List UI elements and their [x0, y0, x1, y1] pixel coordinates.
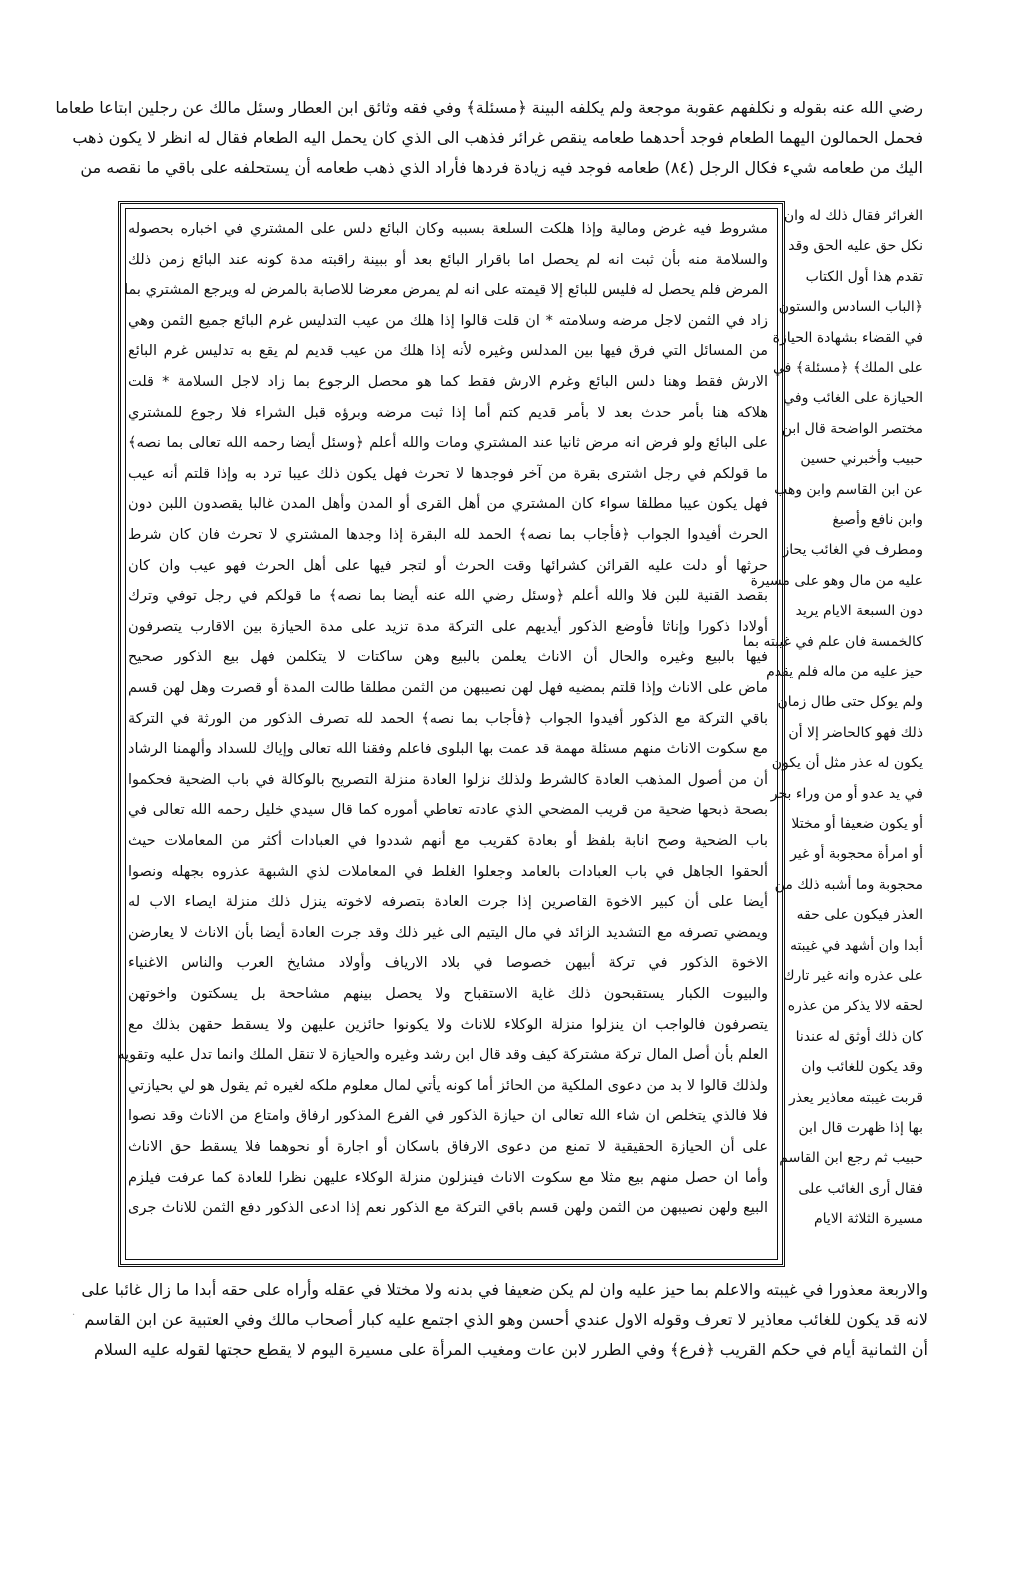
margin-text-line: حيز عليه من ماله فلم يقدم [766, 664, 923, 680]
margin-text-line: على عذره وانه غير تارك [782, 968, 923, 984]
commentary-text-line: ماض على الاناث وإذا قلتم بمضيه فهل لهن نصيبهن من الثمن مطلقا طالت المدة أو قصرت وهل لهن قسم [128, 680, 768, 696]
margin-text-line: تقدم هذا أول الكتاب [805, 268, 923, 285]
margin-text-line: أبدا وان أشهد في غيبته [789, 937, 923, 954]
scan-speck: · [72, 1310, 76, 1321]
margin-text-line: دون السبعة الايام يريد [795, 603, 923, 620]
top-text-line: اليك من طعامه شيء فكال الرجل (٨٤) طعامه فوجد فيه زيادة فردها فأراد الذي ذهب طعامه أن يستحلفه على باقي ما نقصه من [80, 158, 923, 177]
margin-text-line: على الملك﴾ ﴿مسئلة﴾ في [772, 360, 923, 376]
bottom-text-line: والاربعة معذورا في غيبته والاعلم بما حيز عليه وان لم يكن ضعيفا في بدنه ولا مختلا في عقله وأراه على حقه أبدا ما زال غائبا على [81, 1280, 928, 1299]
commentary-text-line: بقصد القنية للبن فلا والله أعلم ﴿وسئل رضي الله عنه أيضا بما نصه﴾ ما قولكم في رجل توفي وترك [128, 588, 768, 605]
margin-text-line: أو يكون ضعيفا أو مختلا [791, 816, 923, 832]
commentary-text-line: مشروط فيه غرض ومالية وإذا هلكت السلعة بسببه وكان البائع دلس على المشتري في اخباره بحصوله [128, 221, 768, 237]
commentary-text-line: ولذلك قالوا لا بد من دعوى الملكية من الحائز أما كونه يأتي لمال معلوم ملكه لغيره ثم يقول هو لي بحيازتي [128, 1077, 768, 1094]
commentary-text-line: البيع ولهن نصيبهن من الثمن ولهن قسم باقي التركة مع الذكور نعم إذا ادعى الذكور دفع الثمن للاناث جرى [128, 1200, 768, 1217]
margin-text-line: بها إذا ظهرت قال ابن [798, 1120, 923, 1136]
commentary-text-line: يتصرفون فالواجب ان ينزلوا منزلة الوكلاء للاناث ولا يكونوا حائزين عليهن ولا يسقط حقهن بذلك مع [128, 1016, 768, 1033]
margin-text-line: يكون له عذر مثل أن يكون [771, 755, 923, 772]
commentary-text-line: على أن الحيازة الحقيقية لا تمنع من دعوى الارفاق باسكان أو اجارة أو نحوهما فلا يسقط حق الاناث [128, 1139, 768, 1155]
commentary-text-line: ما قولكم في رجل اشترى بقرة من آخر فوجدها لا تحرث فهل يكون ذلك عيبا ترد به وإذا قلتم أنه عيب [128, 465, 768, 482]
commentary-text-line: من المسائل التي فرق فيها بين المدلس وغيره لأنه إذا هلك من عيب قديم لم يقع به تدليس غرم البائع [128, 343, 768, 360]
margin-text-line: مسيرة الثلاثة الايام [813, 1211, 923, 1228]
margin-text-line: وقد يكون للغائب وان [801, 1059, 923, 1076]
commentary-text-line: الحرث أفيدوا الجواب ﴿فأجاب بما نصه﴾ الحمد لله البقرة إذا وجدها المشتري لا تحرث فان كان شرط [128, 527, 768, 543]
margin-text-line: فقال أرى الغائب على [798, 1180, 923, 1197]
commentary-text-line: هلاكه هنا بأمر حدث بعد لا بأمر قديم كتم أما إذا ثبت مرضه وبرؤه قبل الشراء فلا رجوع للمشتري [128, 404, 768, 421]
commentary-text-line: الاخوة الذكور في تركة أبيهن خصوصا في بلاد الارياف وأولاد مشايخ العرب والناس الاغنياء [128, 955, 768, 972]
margin-text-line: محجوبة وما أشبه ذلك من [774, 876, 923, 893]
margin-text-line: الغرائر فقال ذلك له وان [783, 208, 923, 224]
margin-text-line: عن ابن القاسم وابن وهب [774, 481, 923, 498]
margin-text-line: وابن نافع وأصبغ [832, 512, 923, 528]
margin-text-line: نكل حق عليه الحق وقد [788, 238, 923, 255]
commentary-text-line: باب الضحية وصح انابة بلفظ أو بعادة كقريب مع أنهم شددوا في العبادات أكثر من المعاملات حيث [128, 833, 768, 849]
margin-text-line: مختصر الواضحة قال ابن [781, 420, 923, 437]
margin-text-line: ﴿الباب السادس والستون [778, 299, 923, 316]
margin-text-line: قربت غيبته معاذير يعذر [788, 1089, 923, 1106]
bottom-text-line: لانه قد يكون للغائب معاذير لا تعرف وقوله الاول عندي أحسن وهو الذي اجتمع عليه كبار أصحاب مالك وفي العتبية عن ابن القاسم [84, 1310, 928, 1329]
commentary-text-line: مع سكوت الاناث منهم مسئلة مهمة قد عمت بها البلوى فاعلم وفقنا الله تعالى وإياك للسداد وألهمنا الرشاد [128, 741, 768, 758]
commentary-text-line: أن من أصول المذهب العادة كالشرط ولذلك نزلوا العادة منزلة التصريح بالوكالة في باب الضحية فحكموا [128, 771, 768, 788]
margin-text-line: أو امرأة محجوبة أو غير [790, 846, 923, 863]
commentary-text-line: فيها بالبيع وغيره والحال أن الاناث يعلمن بالبيع وهن ساكتات لا يتكلمن فهل بيع الذكور صحيح [128, 649, 768, 666]
margin-text-line: حبيب ثم رجع ابن القاسم [779, 1150, 923, 1167]
commentary-text-line: الارش فقط وهنا دلس البائع وغرم الارش فقط كما هو محصل الرجوع بما زاد لاجل السلامة * قلت [128, 374, 768, 390]
commentary-text-line: باقي التركة مع الذكور أفيدوا الجواب ﴿فأجاب بما نصه﴾ الحمد لله تصرف الذكور من الورثة في التركة [128, 710, 768, 727]
margin-text-line: عليه من مال وهو على مسيرة [750, 572, 923, 589]
margin-text-line: كان ذلك أوثق له عندنا [795, 1028, 923, 1045]
margin-text-line: كالخمسة فان علم في غيبته بما [742, 633, 923, 650]
commentary-text-line: المرض فلم يحصل له فليس للبائع إلا قيمته على انه لم يمرض معرضا للاصابة بالمرض له ويرجع المشتري بما [124, 282, 768, 299]
margin-text-line: في يد عدو أو من وراء بحر [770, 785, 923, 802]
commentary-text-line: حرثها أو دلت عليه القرائن كشرائها وقت الحرث أو لتجر فيها على أهل الحرث فهو عيب وان كان [128, 557, 768, 574]
commentary-text-line: والبيوت الكبار يستقبحون ذلك غاية الاستقباح ولا يحصل بينهم مشاححة بل يسكتون واخوتهن [128, 986, 768, 1002]
commentary-text-line: على البائع ولو فرض انه مرض ثانيا عند المشتري ومات والله أعلم ﴿وسئل أيضا رحمه الله تعالى بما نصه﴾ [128, 435, 768, 452]
bottom-text-line: أن الثمانية أيام في حكم القريب ﴿فرع﴾ وفي الطرر لابن عات ومغيب المرأة على مسيرة اليوم لا يقطع حجتها لقوله عليه السلام [93, 1340, 928, 1359]
commentary-text-line: أيضا على أن كبير الاخوة القاصرين إذا جرت العادة بتصرفه لاخوته ينزل ذلك منزلة ايصاء الاب له [128, 894, 768, 911]
margin-text-line: لحقه لالا يذكر من عذره [787, 998, 923, 1015]
margin-text-line: الحيازة على الغائب وفي [783, 390, 923, 407]
commentary-text-line: العلم بأن أصل المال تركة مشتركة كيف وقد قال ابن رشد وغيره والحيازة لا تنقل الملك وانما تدل عليه وتقويه [117, 1047, 768, 1064]
top-text-line: فحمل الحمالون اليهما الطعام فوجد أحدهما طعامه ينقص غرائر فذهب الى الذي كان يحمل اليه الطعام فقال له انظر لا يكون ذهب [72, 128, 923, 147]
margin-text-line: ذلك فهو كالحاضر إلا أن [788, 724, 923, 741]
top-text-line: رضي الله عنه بقوله و نكلفهم عقوبة موجعة ولم يكلفه البينة ﴿مسئلة﴾ وفي فقه وثائق ابن العطار وسئل مالك عن رجلين ابتاعا طعاما [55, 98, 923, 117]
commentary-text-line: ويمضي تصرفه مع التشديد الزائد في مال اليتيم الى غير ذلك وقد جرت العادة أيضا بأن الاناث لا يعارضن [128, 924, 768, 941]
commentary-text-line: ألحقوا الجاهل في باب العبادات بالعامد وجعلوا الغلط في المعاملات لذي الشبهة عذروه بجهله ونصوا [128, 863, 768, 880]
commentary-text-line: وأما ان حصل منهم بيع مثلا مع سكوت الاناث فينزلون منزلة الوكلاء عليهن نظرا للعادة كما عرفت فيلزم [128, 1169, 768, 1186]
commentary-text-line: فلا فالذي يتخلص ان شاء الله تعالى ان حيازة الذكور في الفرع المذكور ارفاق وامتاع من الاناث وقد نصوا [128, 1108, 768, 1125]
margin-text-line: حبيب وأخبرني حسين [800, 451, 923, 468]
margin-text-line: في القضاء بشهادة الحيازة [772, 329, 923, 346]
commentary-text-line: أولادا ذكورا وإناثا فأوضع الذكور أيديهم على التركة مدة تزيد على مدة الحيازة بين الاقارب يتصرفون [128, 618, 768, 635]
margin-text-line: ومطرف في الغائب يحاز [782, 542, 923, 559]
margin-text-line: ولم يوكل حتى طال زمان [777, 694, 923, 711]
commentary-text-line: بصحة ذبحها ضحية من قريب المضحي الذي عادته تعاطي أموره كما قال سيدي خليل رحمه الله تعالى في [128, 802, 768, 819]
margin-text-line: العذر فيكون على حقه [796, 907, 923, 924]
commentary-text-line: والسلامة منه بأن ثبت انه لم يحصل اما باقرار البائع بعد أو ببينة راقبته مدة كونه عند البائع زمن ذلك [128, 251, 768, 268]
commentary-text-line: زاد في الثمن لاجل مرضه وسلامته * ان قلت قالوا إذا هلك من عيب التدليس غرم البائع جميع الثمن وهي [128, 312, 768, 329]
commentary-text-line: فهل يكون عيبا مطلقا سواء كان المشتري من أهل القرى أو المدن وأهل المدن غالبا يقصدون اللبن دون [128, 496, 768, 513]
